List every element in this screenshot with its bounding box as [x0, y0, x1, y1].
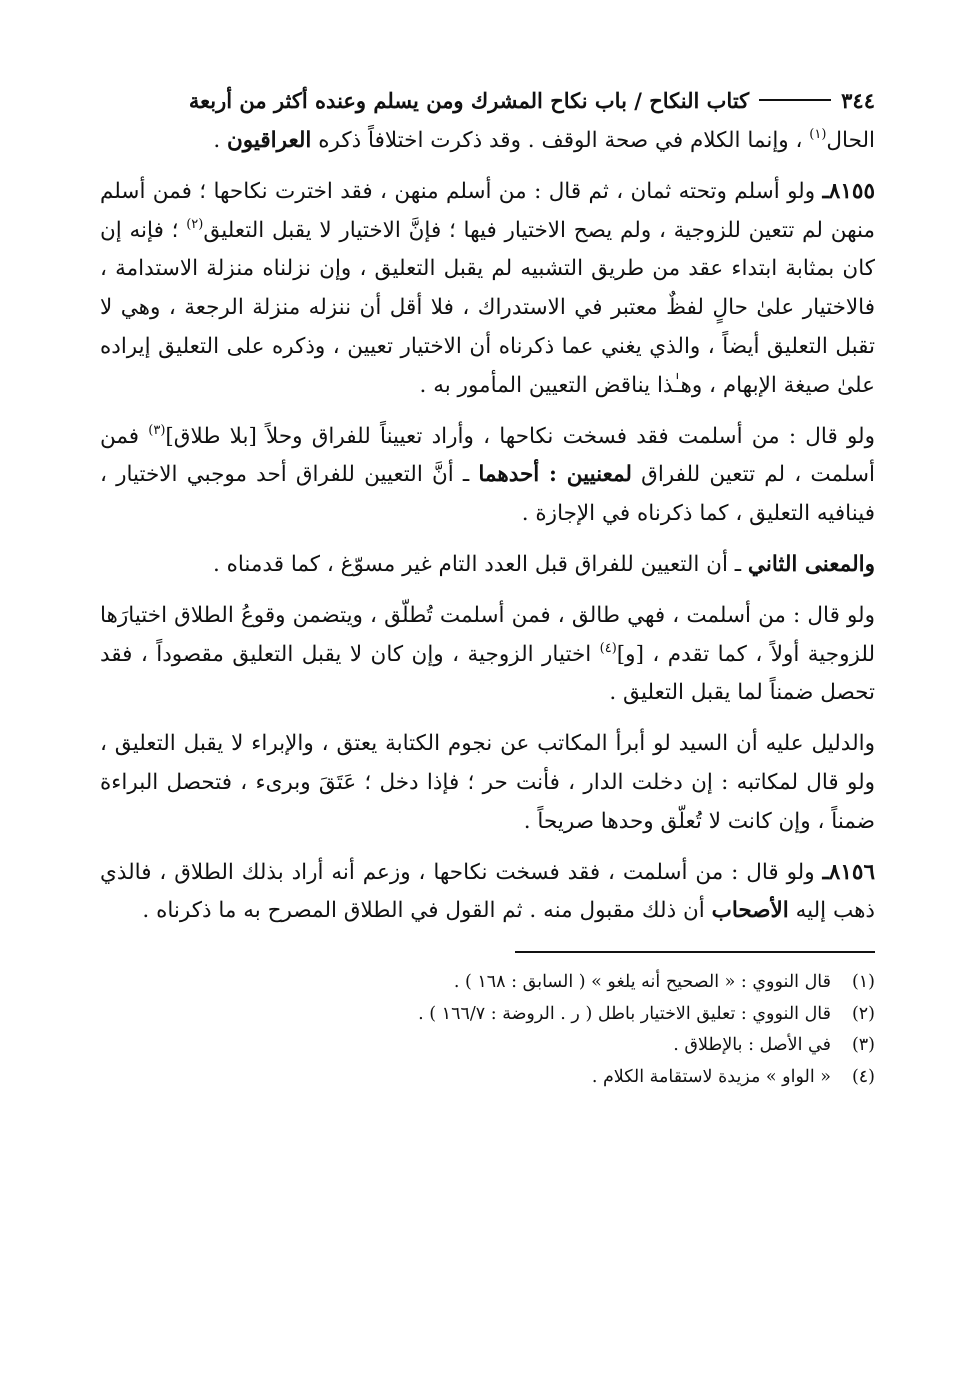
bold-term: الأصحاب — [711, 898, 789, 924]
footnote-separator — [515, 951, 875, 953]
text-run: ولو قال : من أسلمت ، فقد فسخت نكاحها ، وزعم أنه أراد بذلك الطلاق ، فالذي ذهب إليه — [100, 859, 875, 924]
footnote-number: (٤) — [851, 1066, 875, 1087]
text-run: أن ذلك مقبول منه . ثم القول في الطلاق المصرح به ما ذكرناه . — [142, 898, 712, 924]
running-header — [100, 78, 875, 122]
footnote-ref: (١) — [809, 127, 827, 142]
paragraph — [100, 418, 875, 534]
chapter-title: كتاب النكاح / باب نكاح المشرك ومن يسلم وعنده أكثر من أربعة — [188, 87, 750, 113]
paragraph — [100, 597, 875, 713]
footnote-number: (٣) — [851, 1035, 875, 1056]
body-text — [100, 122, 875, 931]
paragraph — [100, 854, 875, 932]
footnote-number: (٢) — [851, 1003, 875, 1024]
header-rule — [759, 99, 831, 101]
text-run: ولو قال : من أسلمت ، فهي طالق ، فمن أسلمت تُطلّق ، ويتضمن وقوعُ الطلاق اختيارَها للزوجية أولاً ، كما تقدم ، [و] — [100, 602, 875, 667]
bold-term: والمعنى الثاني — [747, 551, 875, 577]
text-run: ؛ فإنه إن كان بمثابة ابتداء عقد من طريق التشبيه لم يقبل التعليق ، وإن نزلناه منزلة الاستدامة ، فالاختيار علىٰ حالٍ لفظٌ معتبر في الاستدراك ، فلا أقل أن ننزله منزلة الرجعة ، وهي لا تقبل التعليق أيضاً ، والذي يغني عما ذكرناه أن الاختيار تعيين ، وذكره على التعليق إيراده علىٰ صيغة الإبهام ، وهـٰذا يناقض التعيين المأمور به . — [100, 217, 875, 398]
footnote-text: قال النووي : تعليق الاختيار باطل ( ر . الروضة : ١٦٦/٧ ) . — [418, 1003, 831, 1024]
footnote — [100, 967, 875, 999]
footnote-text: قال النووي : « الصحيح أنه يلغو » ( السابق : ١٦٨ ) . — [453, 972, 831, 993]
text-run: اختيار الزوجية ، وإن كان لا يقبل التعليق مقصوداً ، فقد تحصل ضمناً لما يقبل التعليق . — [100, 641, 875, 706]
text-run: . — [213, 128, 227, 153]
bold-term: لمعنيين : أحدهما — [478, 462, 632, 488]
footnote-text: « الواو » مزيدة لاستقامة الكلام . — [591, 1066, 831, 1087]
footnote-ref: (٢) — [186, 216, 204, 232]
footnote-text: في الأصل : بالإطلاق . — [673, 1035, 831, 1056]
footnote — [100, 999, 875, 1031]
paragraph — [100, 173, 875, 406]
footnote-number: (١) — [851, 972, 875, 993]
text-run: ـ أن التعيين للفراق قبل العدد التام غير مسوّغ ، كما قدمناه . — [212, 551, 748, 577]
text-run: ـ أنَّ التعيين للفراق أحد موجبي الاختيار ، فينافيه التعليق ، كما ذكرناه في الإجازة . — [100, 462, 875, 527]
issue-number: ٨١٥٦ـ — [822, 859, 875, 885]
text-run: الحال — [826, 128, 875, 153]
paragraph — [100, 725, 875, 841]
footnote — [100, 1062, 875, 1094]
footnotes — [100, 967, 875, 1093]
bold-term: العراقيون — [227, 128, 312, 153]
text-run: فمن أسلمت ، لم تتعين للفراق — [100, 423, 875, 488]
text-run: والدليل عليه أن السيد لو أبرأ المكاتب عن نجوم الكتابة يعتق ، والإبراء لا يقبل التعليق ، ولو قال لمكاتبه : إن دخلت الدار ، فأنت حر ؛ فإذا دخل ؛ عَتَقَ وبرىء ، فتحصل البراءة ضمناً ، وإن كانت لا تُعلّق وحدها صريحاً . — [100, 731, 875, 834]
issue-number: ٨١٥٥ـ — [822, 178, 875, 204]
text-run: ، وإنما الكلام في صحة الوقف . وقد ذكرت اختلافاً ذكره — [311, 128, 810, 153]
text-run: ولو قال : من أسلمت فقد فسخت نكاحها ، وأراد تعييناً للفراق وحلاً [بلا طلاق] — [165, 423, 875, 449]
paragraph — [100, 122, 875, 161]
footnote-ref: (٤) — [599, 640, 617, 656]
book-page — [100, 78, 875, 1093]
text-run: ولو أسلم وتحته ثمان ، ثم قال : من أسلم منهن ، فقد اخترت نكاحها ؛ فمن أسلم منهن لم تتعين للزوجية ، ولم يصح الاختيار فيها ؛ فإنَّ الاختيار لا يقبل التعليق — [100, 178, 875, 243]
paragraph — [100, 546, 875, 585]
page-number: ٣٤٤ — [841, 87, 875, 113]
footnote-ref: (٣) — [148, 422, 166, 438]
footnote — [100, 1030, 875, 1062]
